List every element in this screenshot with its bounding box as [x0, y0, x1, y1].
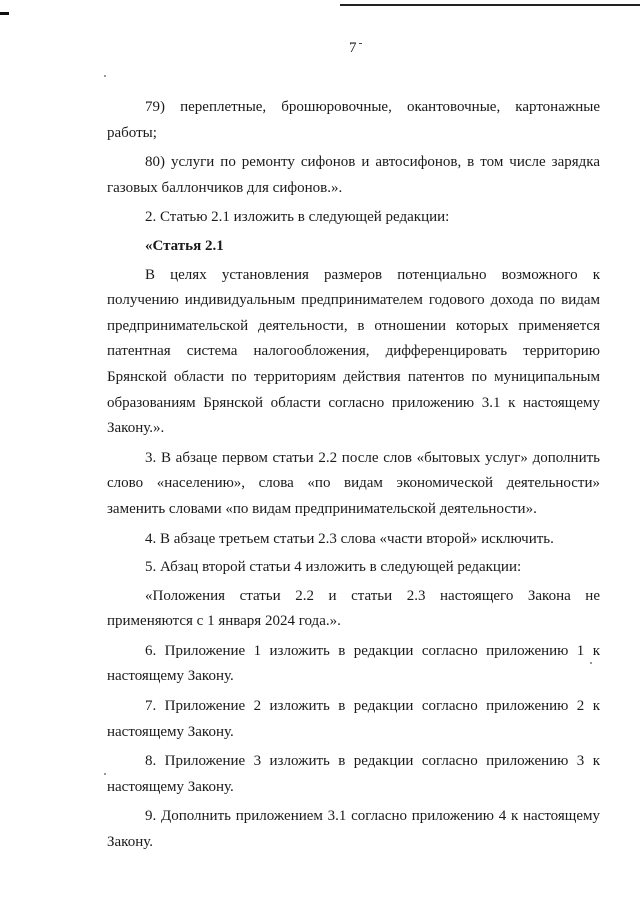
amendment-8: 8. Приложение 3 изложить в редакции согласно приложению 3 к настоящему Закону. — [107, 753, 600, 795]
amendment-2: 2. Статью 2.1 изложить в следующей редакции: — [145, 209, 450, 226]
article-text: В целях установления размеров потенциально возможного к получению индивидуальным предпринимателем годового дохода по видам предпринимательской деятельности, в отношении которых применяется патентная система налогообложения, дифференцировать территорию Брянской области по территориям действия патентов по муниципальным образованиям Брянской области согласно приложению 3.1 к настоящему Закону.». — [107, 266, 600, 437]
amendment-3: 3. В абзаце первом статьи 2.2 после слов «бытовых услуг» дополнить слово «населению», слова «по видам экономической деятельности» заменить словами «по видам предпринимательской деятельности». — [107, 449, 600, 517]
scan-edge-mark-top — [340, 4, 640, 6]
article-heading: «Статья 2.1 — [145, 237, 224, 254]
amendment-6: 6. Приложение 1 изложить в редакции согласно приложению 1 к настоящему Закону. — [107, 642, 600, 685]
scan-edge-mark-left — [0, 12, 9, 15]
amendment-4: 4. В абзаце третьем статьи 2.3 слова «части второй» исключить. — [145, 530, 554, 547]
list-item-79: 79) переплетные, брошюровочные, окантовочные, картонажные работы; — [107, 99, 600, 141]
amendment-5-quote: «Положения статьи 2.2 и статьи 2.3 настоящего Закона не применяются с 1 января 2024 года.». — [107, 587, 600, 630]
amendment-5: 5. Абзац второй статьи 4 изложить в следующей редакции: — [145, 559, 522, 576]
amendment-9: 9. Дополнить приложением 3.1 согласно приложению 4 к настоящему Закону. — [107, 808, 600, 851]
amendment-7: 7. Приложение 2 изложить в редакции согласно приложению 2 к настоящему Закону. — [107, 698, 600, 740]
scan-speck — [104, 773, 106, 775]
page-number: 7 — [349, 40, 357, 56]
list-item-80: 80) услуги по ремонту сифонов и автосифонов, в том числе зарядка газовых баллончиков для сифонов.». — [107, 154, 600, 196]
scan-speck — [104, 75, 106, 77]
document-body — [107, 95, 600, 856]
